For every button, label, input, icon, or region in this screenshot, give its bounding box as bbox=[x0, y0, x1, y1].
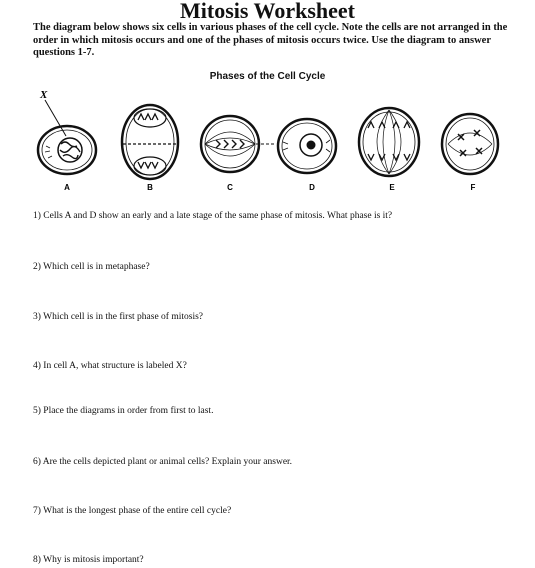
cell-d-drawing bbox=[278, 119, 336, 173]
question-7: 7) What is the longest phase of the entire cell cycle? bbox=[33, 506, 232, 516]
question-5: 5) Place the diagrams in order from first to last. bbox=[33, 406, 214, 416]
cell-a-drawing bbox=[38, 126, 96, 174]
cell-f-drawing bbox=[442, 114, 498, 174]
worksheet-title: Mitosis Worksheet bbox=[180, 0, 355, 23]
question-4: 4) In cell A, what structure is labeled X? bbox=[33, 361, 187, 371]
question-2: 2) Which cell is in metaphase? bbox=[33, 262, 150, 272]
diagram-title: Phases of the Cell Cycle bbox=[209, 71, 326, 82]
cell-cycle-diagram bbox=[30, 80, 510, 195]
question-8: 8) Why is mitosis important? bbox=[33, 555, 144, 565]
instructions: The diagram below shows six cells in various phases of the cell cycle. Note the cells are not arranged in the order in which mitosis occurs and one of the phases of mitosis occurs twice. Use the diagram to answer questions 1-7. bbox=[33, 22, 508, 58]
cell-label-d: D bbox=[309, 183, 315, 192]
cell-label-c: C bbox=[227, 183, 233, 192]
cell-b-drawing bbox=[122, 105, 178, 179]
question-6: 6) Are the cells depicted plant or animal cells? Explain your answer. bbox=[33, 457, 293, 467]
cell-label-a: A bbox=[64, 183, 70, 192]
cell-e-drawing bbox=[359, 108, 419, 176]
cell-label-f: F bbox=[470, 183, 476, 192]
cell-c-drawing bbox=[201, 116, 274, 172]
cell-label-b: B bbox=[147, 183, 153, 192]
question-3: 3) Which cell is in the first phase of mitosis? bbox=[33, 312, 203, 322]
marker-label-x: X bbox=[40, 89, 48, 101]
question-1: 1) Cells A and D show an early and a late stage of the same phase of mitosis. What phase is it? bbox=[33, 211, 393, 221]
cell-label-e: E bbox=[389, 183, 395, 192]
